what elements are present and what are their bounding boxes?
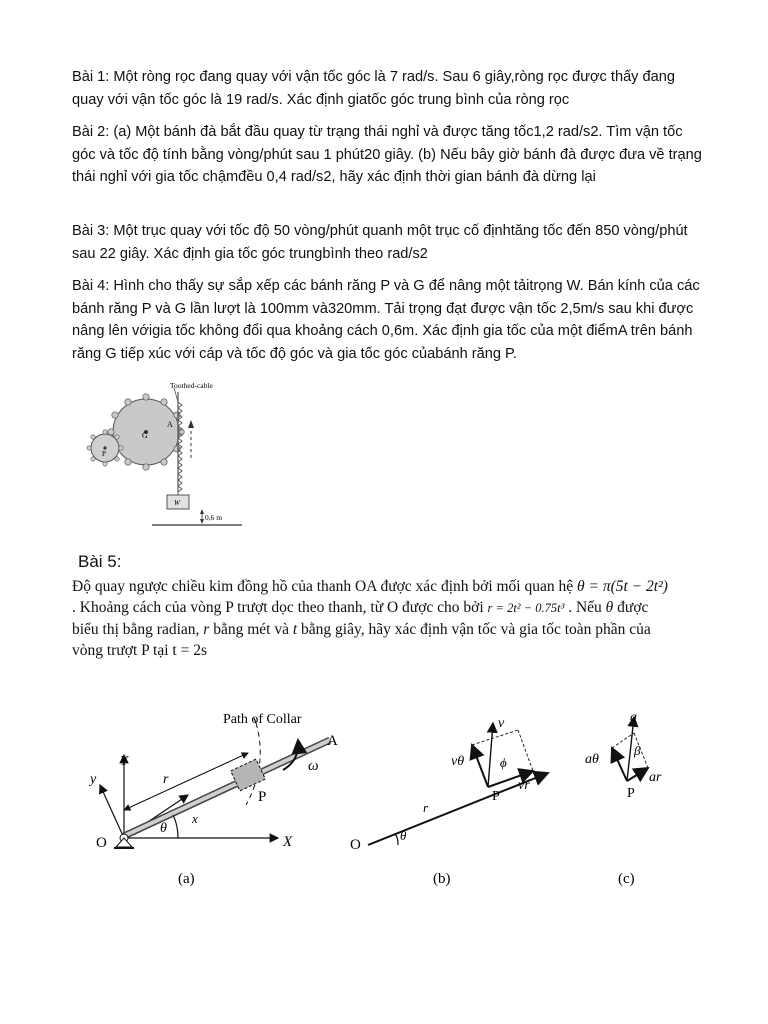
acceleration-label: a (630, 710, 637, 725)
theta-label: θ (160, 821, 167, 836)
b-r-label: r (423, 800, 429, 815)
point-a-label: A (167, 420, 173, 429)
a-r-label: ar (649, 770, 662, 785)
exercise-2: Bài 2: (a) Một bánh đà bắt đầu quay từ trạng thái nghỉ và được tăng tốc1,2 rad/s2. Tìm vận tốc góc và tốc độ tính bằng vòng/phút sau 1 phút20 giây. (b) Nếu bây giờ bánh đà được đưa về trạng thái nghỉ với gia tốc chậmđều 0,4 rad/s2, hãy xác định thời gian bánh đà dừng lại (72, 124, 702, 185)
axis-X-label: X (283, 834, 293, 850)
exercise-4: Bài 4: Hình cho thấy sự sắp xếp các bánh răng P và G để nâng một tảitrọng W. Bán kính của các bánh răng P và G lần lượt là 100mm và320mm. Tải trọng đạt được vận tốc 2,5m/s sau khi được nâng lên vớigia tốc không đổi qua khoảng cách 0,6m. Xác định gia tốc của một điểmA trên bánh răng G tiếp xúc với cáp và tốc độ góc và gia tốc góc củabánh răng P. (72, 278, 700, 362)
c-p-label: P (627, 786, 635, 801)
r-label: r (163, 772, 169, 787)
caption-c: (c) (618, 871, 635, 887)
phi-label: ϕ (500, 755, 507, 770)
origin-o-label: O (96, 835, 107, 851)
velocity-label: v (498, 716, 505, 731)
exercise-3: Bài 3: Một trục quay với tốc độ 50 vòng/phút quanh một trục cố địnhtăng tốc đến 850 vòng/phút sau 22 giây. Xác định gia tốc góc trungbình theo rad/s2 (72, 223, 688, 262)
b-p-label: P (492, 789, 500, 804)
toothed-cable-label: Toothed-cable (170, 381, 213, 390)
axis-y-label: y (90, 772, 97, 787)
v-r-label: vr (518, 778, 530, 793)
theta-equation: θ = π(5t − 2t²) (577, 578, 668, 595)
rod-end-a-label: A (327, 733, 338, 749)
gear-hoist-figure (82, 380, 252, 530)
axis-Y-label: Y (120, 754, 128, 769)
gear-g-label: G (142, 431, 148, 440)
exercise-5-title: Bài 5: (78, 552, 122, 571)
caption-b: (b) (433, 871, 451, 887)
caption-a: (a) (178, 871, 195, 887)
beta-label: β (634, 743, 641, 758)
distance-label: 0,6 m (205, 513, 223, 522)
collar-p-label: P (258, 789, 267, 805)
axis-x-label: x (192, 811, 198, 826)
b-origin-label: O (350, 837, 361, 853)
exercise-1: Bài 1: Một ròng rọc đang quay với vận tốc góc là 7 rad/s. Sau 6 giây,ròng rọc được thấy đang quay với vận tốc góc là 19 rad/s. Xác định giatốc góc trung bình của ròng rọc (72, 69, 675, 108)
gear-p-label: P (102, 450, 106, 458)
rotating-rod-figure (78, 705, 678, 895)
path-of-collar-label: Path of Collar (223, 712, 302, 727)
b-theta-label: θ (400, 828, 407, 843)
omega-label: ω (308, 758, 319, 774)
r-equation: r = 2t² − 0.75t³ (487, 601, 565, 615)
v-theta-label: vθ (451, 754, 465, 769)
exercise-5-text: Độ quay ngược chiều kim đồng hồ của thanh OA được xác định bởi mối quan hệ θ = π(5t − 2t²) . Khoảng cách của vòng P trượt dọc theo thanh, từ O được cho bởi r = 2t² − 0.75t³ . Nếu θ được biểu thị bằng radian, r bằng mét và t bằng giây, hãy xác định vận tốc và gia tốc toàn phần của vòng trượt P tại t = 2s (72, 578, 668, 659)
load-label: W (174, 499, 180, 507)
a-theta-label: aθ (585, 752, 599, 767)
